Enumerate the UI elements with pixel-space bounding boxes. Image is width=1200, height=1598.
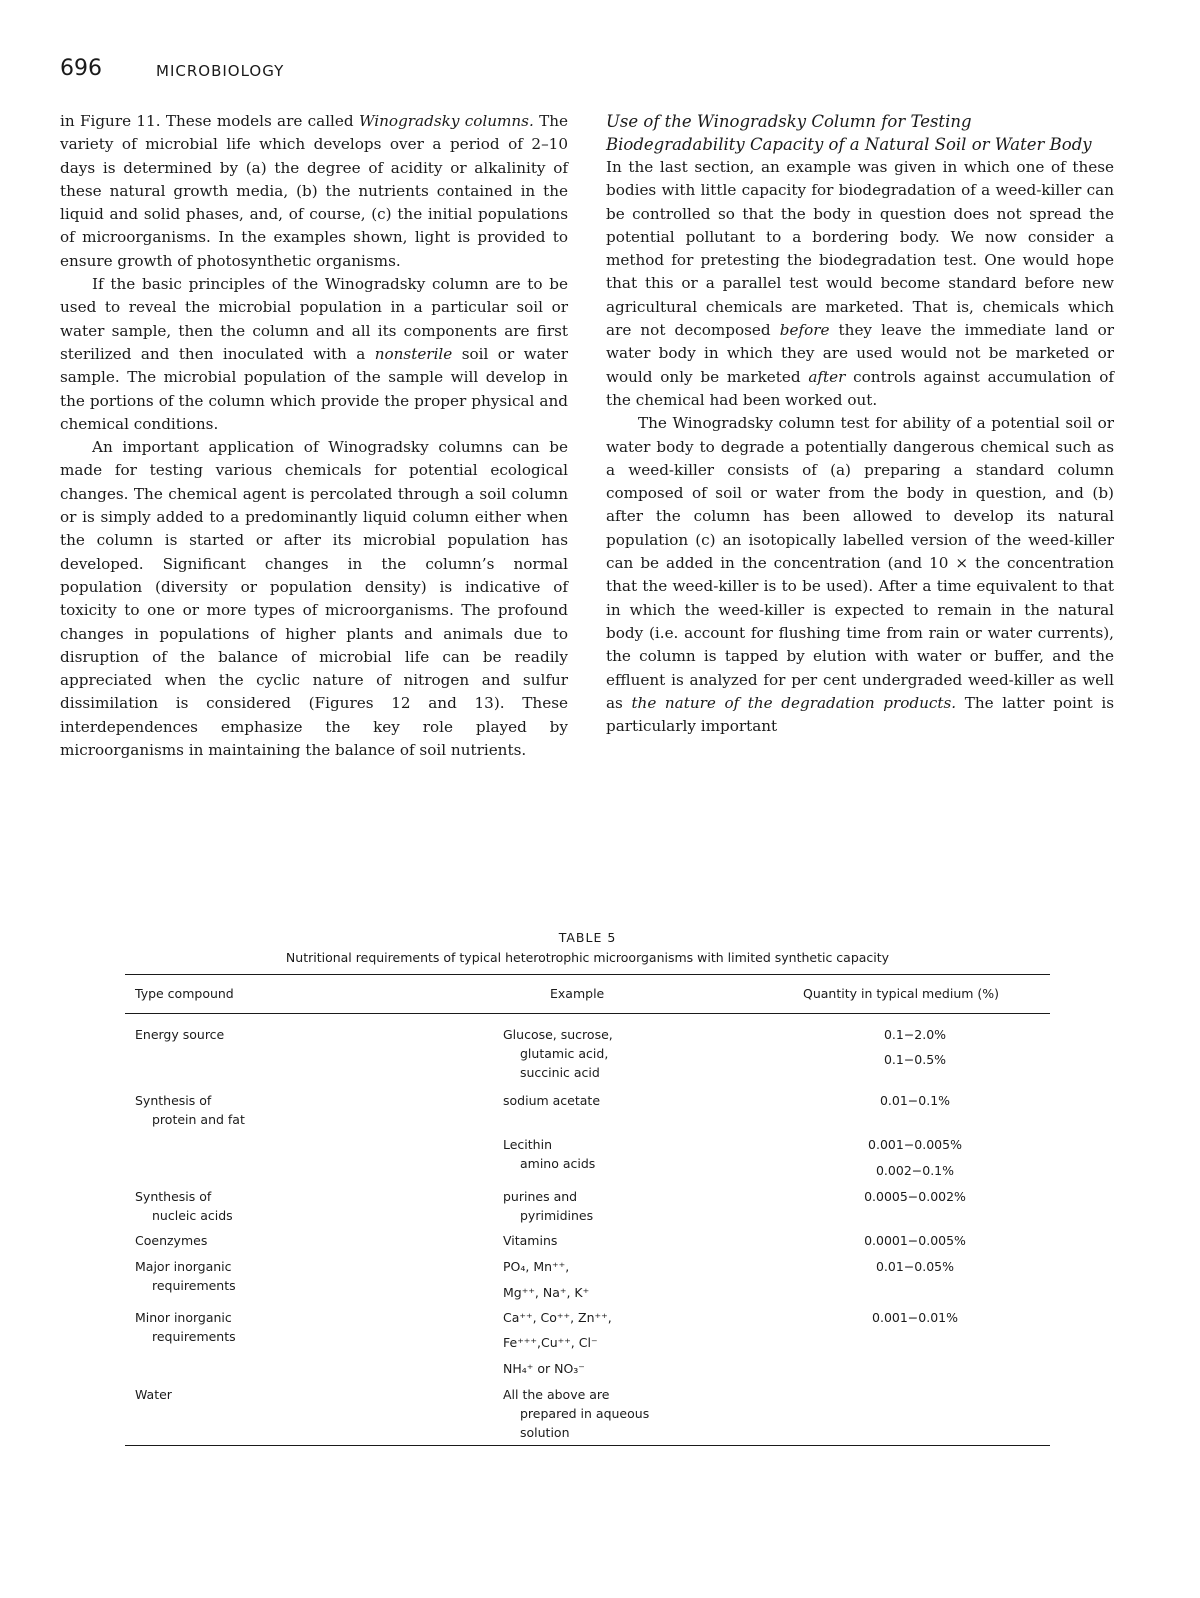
table-cell-type: Energy source: [135, 1027, 225, 1042]
table-cell-quantity: 0.001−0.01%: [872, 1310, 958, 1325]
section-title: Use of the Winogradsky Column for Testing Biodegradability Capacity of a Natural Soil or Water Body: [606, 112, 1092, 154]
table-cell-example: succinic acid: [520, 1065, 600, 1080]
table-bottom-rule: [125, 1445, 1050, 1446]
right-column: [606, 110, 1114, 738]
left-paragraph-2: If the basic principles of the Winogradsky column are to be used to reveal the microbial population in a particular soil or water sample, then the column and all its components are first sterilized and then inoculated with a nonsterile soil or water sample. The microbial population of the sample will develop in the portions of the column which provide the proper physical and chemical conditions.: [60, 275, 568, 433]
table-cell-type: requirements: [152, 1329, 236, 1344]
left-paragraph-3: An important application of Winogradsky columns can be made for testing various chemicals for potential ecological changes. The chemical agent is percolated through a soil column or is simply added to a predominantly liquid column either when the column is started or after its microbial population has developed. Significant changes in the column’s normal population (diversity or population density) is indicative of toxicity to one or more types of microorganisms. The profound changes in populations of higher plants and animals due to disruption of the balance of microbial life can be readily appreciated when the cyclic nature of nitrogen and sulfur dissimilation is considered (Figures 12 and 13). These interdependences emphasize the key role played by microorganisms in maintaining the balance of soil nutrients.: [60, 438, 568, 760]
table-cell-type: requirements: [152, 1278, 236, 1293]
table-cell-example: PO₄, Mn⁺⁺,: [503, 1259, 570, 1274]
table-cell-quantity: 0.0001−0.005%: [864, 1233, 966, 1248]
table-cell-example: prepared in aqueous: [520, 1406, 650, 1421]
table-cell-example: All the above are: [503, 1387, 610, 1402]
table-cell-example: Ca⁺⁺, Co⁺⁺, Zn⁺⁺,: [503, 1310, 612, 1325]
table-cell-example: sodium acetate: [503, 1093, 601, 1108]
table-cell-example: Fe⁺⁺⁺,Cu⁺⁺, Cl⁻: [503, 1335, 598, 1350]
table-cell-example: purines and: [503, 1189, 578, 1204]
page-number: 696: [60, 56, 102, 81]
right-paragraph-1: In the last section, an example was given in which one of these bodies with little capacity for biodegradation of a weed-killer can be controlled so that the body in question does not spread the potential pollutant to a bordering body. We now consider a method for pretesting the biodegradation test. One would hope that this or a parallel test would become standard before new agricultural chemicals are marketed. That is, chemicals which are not decomposed before they leave the immediate land or water body in which they are used would not be marketed or would only be marketed after controls against accumulation of the chemical had been worked out.: [606, 158, 1114, 409]
nutrition-table: [125, 930, 1050, 1446]
table-cell-example: NH₄⁺ or NO₃⁻: [503, 1361, 585, 1376]
table-cell-type: Synthesis of: [135, 1189, 212, 1204]
table-cell-type: Coenzymes: [135, 1233, 208, 1248]
table-cell-example: Mg⁺⁺, Na⁺, K⁺: [503, 1285, 590, 1300]
table-cell-quantity: 0.0005−0.002%: [864, 1189, 966, 1204]
table-cell-example: Glucose, sucrose,: [503, 1027, 613, 1042]
table-cell-type: Water: [135, 1387, 172, 1402]
table-cell-type: nucleic acids: [152, 1208, 233, 1223]
table-label: TABLE 5: [558, 930, 617, 945]
left-column: [60, 110, 568, 762]
right-paragraph-2: The Winogradsky column test for ability of a potential soil or water body to degrade a potentially dangerous chemical such as a weed-killer consists of (a) preparing a standard column composed of soil or water from the body in question, and (b) after the column has been allowed to develop its natural population (c) an isotopically labelled version of the weed-killer can be added in the concentration (and 10 × the concentration that the weed-killer is to be used). After a time equivalent to that in which the weed-killer is expected to remain in the natural body (i.e. account for flushing time from rain or water currents), the column is tapped by elution with water or buffer, and the effluent is analyzed for per cent undergraded weed-killer as well as the nature of the degradation products. The latter point is particularly important: [606, 414, 1114, 736]
table-cell-example: pyrimidines: [520, 1208, 594, 1223]
table-cell-example: solution: [520, 1425, 570, 1440]
table-cell-quantity: 0.002−0.1%: [875, 1163, 954, 1178]
table-cell-quantity: 0.01−0.05%: [875, 1259, 954, 1274]
table-caption: Nutritional requirements of typical heterotrophic microorganisms with limited synthetic capacity: [285, 950, 890, 965]
table-cell-type: Synthesis of: [135, 1093, 212, 1108]
table-header-quantity: Quantity in typical medium (%): [803, 986, 1000, 1001]
table-header-type: Type compound: [135, 986, 234, 1001]
table-cell-type: Major inorganic: [135, 1259, 232, 1274]
table-cell-quantity: 0.01−0.1%: [879, 1093, 951, 1108]
table-cell-quantity: 0.1−2.0%: [883, 1027, 947, 1042]
table-body: [125, 1014, 1050, 1445]
table-header-row: [125, 975, 1050, 1013]
table-header-example: Example: [550, 986, 605, 1001]
table-cell-type: Minor inorganic: [135, 1310, 232, 1325]
table-cell-example: Vitamins: [503, 1233, 558, 1248]
table-cell-example: amino acids: [520, 1156, 596, 1171]
table-cell-example: glutamic acid,: [520, 1046, 609, 1061]
table-cell-quantity: 0.1−0.5%: [883, 1052, 947, 1067]
table-cell-quantity: 0.001−0.005%: [868, 1137, 962, 1152]
table-cell-type: protein and fat: [152, 1112, 245, 1127]
left-paragraph-1: in Figure 11. These models are called Winogradsky columns. The variety of microbial life which develops over a period of 2–10 days is determined by (a) the degree of acidity or alkalinity of these natural growth media, (b) the nutrients contained in the liquid and solid phases, and, of course, (c) the initial populations of microorganisms. In the examples shown, light is provided to ensure growth of photosynthetic organisms.: [60, 112, 568, 270]
running-head: MICROBIOLOGY: [156, 62, 285, 80]
table-cell-example: Lecithin: [503, 1137, 552, 1152]
